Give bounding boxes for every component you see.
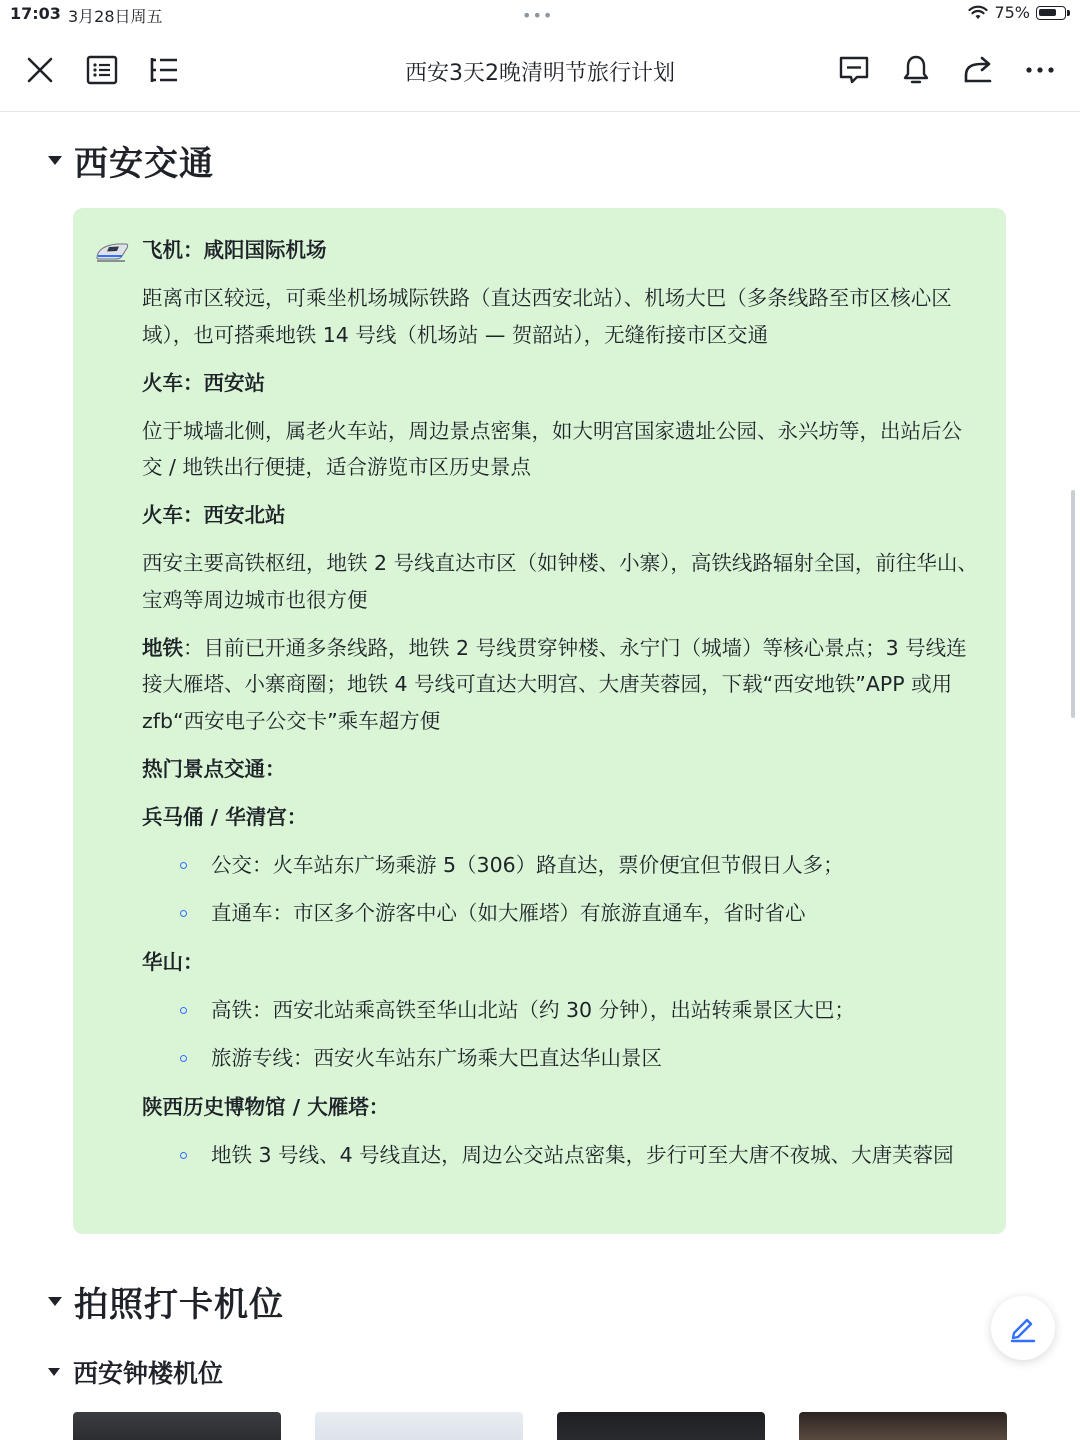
heading-photo-spots[interactable] <box>48 1277 284 1326</box>
comment-icon[interactable] <box>834 50 874 90</box>
airport-text: 距离市区较远，可乘坐机场城际铁路（直达西安北站）、机场大巴（多条线路至市区核心区域），也可搭乘地铁 14 号线（机场站 — 贺韶站），无缝衔接市区交通 <box>142 286 952 347</box>
status-bar <box>0 0 1080 30</box>
spot-museum-list <box>142 1137 982 1174</box>
spot-huashan-list <box>142 992 982 1077</box>
photo-thumbnail[interactable] <box>557 1412 765 1440</box>
bell-icon[interactable] <box>896 50 936 90</box>
scrollbar[interactable] <box>1071 490 1075 718</box>
outline-icon[interactable] <box>82 50 122 90</box>
high-speed-train-icon <box>95 238 129 264</box>
bullet-icon <box>180 910 187 917</box>
photo-thumbnail[interactable] <box>799 1412 1007 1440</box>
metro-paragraph <box>142 630 982 740</box>
airport-label: 飞机：咸阳国际机场 <box>142 238 327 262</box>
list-item <box>142 847 982 884</box>
bullet-icon <box>180 1007 187 1014</box>
collapse-caret-icon[interactable] <box>48 1297 62 1306</box>
spot-terracotta-list <box>142 847 982 932</box>
list-item <box>142 1137 982 1174</box>
spot-terracotta-label: 兵马俑 / 华清宫： <box>142 804 308 829</box>
status-indicators <box>968 3 1066 22</box>
close-icon[interactable] <box>20 50 60 90</box>
heading-transport[interactable] <box>48 136 214 185</box>
list-item <box>142 1040 982 1077</box>
xian-station-label: 火车：西安站 <box>142 370 265 395</box>
callout-body <box>142 232 982 1185</box>
share-icon[interactable] <box>958 50 998 90</box>
bullet-icon <box>180 862 187 869</box>
date: 3月28日周五 <box>68 7 163 26</box>
metro-label: 地铁 <box>142 635 183 660</box>
list-item-text: 直通车：市区多个游客中心（如大雁塔）有旅游直通车，省时省心 <box>211 901 806 925</box>
heading-text: 西安交通 <box>74 144 214 184</box>
subheading-bell-tower[interactable] <box>48 1354 223 1390</box>
subheading-text: 西安钟楼机位 <box>73 1359 224 1388</box>
toc-icon[interactable] <box>143 50 183 90</box>
list-item-text: 高铁：西安北站乘高铁至华山北站（约 30 分钟），出站转乘景区大巴； <box>211 997 855 1022</box>
list-item <box>142 992 982 1029</box>
document-toolbar <box>0 30 1080 112</box>
more-icon[interactable] <box>1020 50 1060 90</box>
clock: 17:03 <box>10 4 61 23</box>
document-title: 西安3天2晚清明节旅行计划 <box>405 61 675 86</box>
xian-station-text: 位于城墙北侧，属老火车站，周边景点密集，如大明宫国家遗址公园、永兴坊等，出站后公交 / 地铁出行便捷，适合游览市区历史景点 <box>142 418 962 479</box>
transport-callout <box>73 208 1006 1234</box>
metro-text: ：目前已开通多条线路，地铁 2 号线贯穿钟楼、永宁门（城墙）等核心景点；3 号线连接大雁塔、小寨商圈；地铁 4 号线可直达大明宫、大唐芙蓉园，下载“西安地铁”APP 或用zfb“西安电子公交卡”乘车超方便 <box>142 635 967 733</box>
heading-text: 拍照打卡机位 <box>74 1285 284 1325</box>
multitasking-dots-icon[interactable]: ••• <box>522 6 554 25</box>
battery-icon <box>1036 6 1066 20</box>
spot-huashan-label: 华山： <box>142 949 204 974</box>
list-item <box>142 895 982 932</box>
photo-thumbnail[interactable] <box>73 1412 281 1440</box>
list-item-text: 地铁 3 号线、4 号线直达，周边公交站点密集，步行可至大唐不夜城、大唐芙蓉园 <box>211 1142 954 1167</box>
wifi-icon <box>968 5 988 21</box>
collapse-caret-icon[interactable] <box>48 1368 60 1376</box>
photo-thumbnail[interactable] <box>315 1412 523 1440</box>
battery-percent: 75% <box>994 3 1030 22</box>
list-item-text: 公交：火车站东广场乘游 5（306）路直达，票价便宜但节假日人多； <box>211 852 844 877</box>
bullet-icon <box>180 1055 187 1062</box>
xian-north-text: 西安主要高铁枢纽，地铁 2 号线直达市区（如钟楼、小寨），高铁线路辐射全国，前往华山、宝鸡等周边城市也很方便 <box>142 551 978 612</box>
xian-north-label: 火车：西安北站 <box>142 503 286 527</box>
collapse-caret-icon[interactable] <box>48 156 62 165</box>
edit-button[interactable] <box>991 1296 1055 1360</box>
list-item-text: 旅游专线：西安火车站东广场乘大巴直达华山景区 <box>211 1046 662 1070</box>
bullet-icon <box>180 1152 187 1159</box>
spot-museum-label: 陕西历史博物馆 / 大雁塔： <box>142 1094 390 1119</box>
pencil-icon <box>1008 1313 1038 1343</box>
hot-spots-label: 热门景点交通： <box>142 756 286 781</box>
